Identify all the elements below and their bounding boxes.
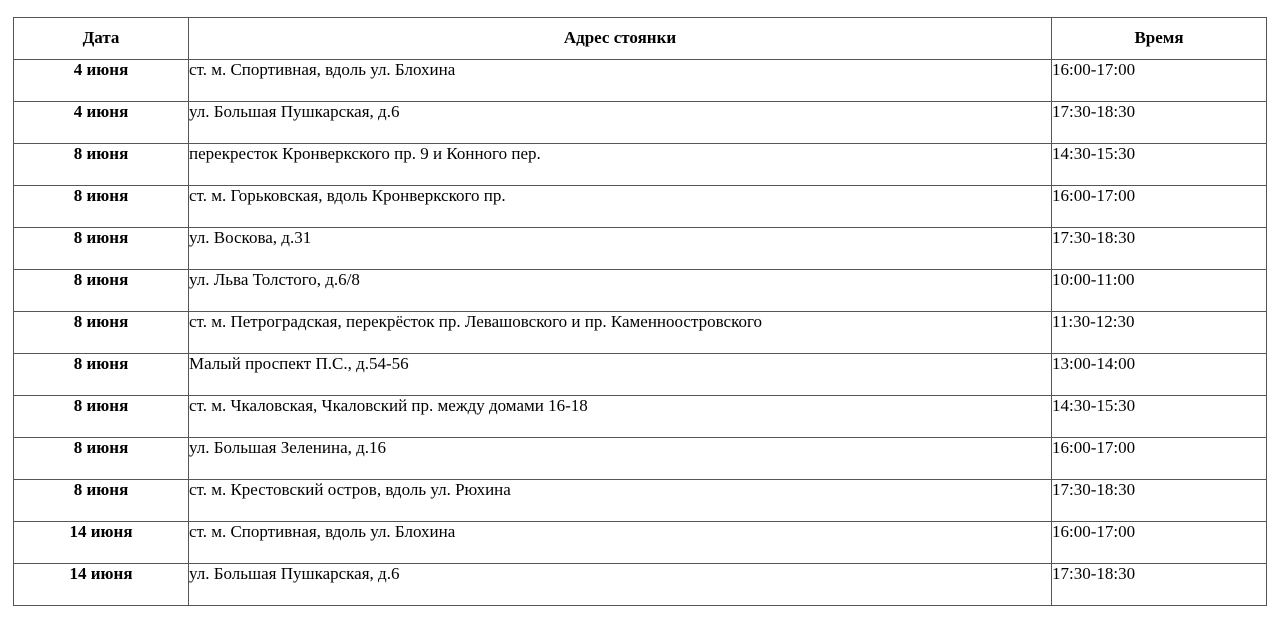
row-address: Малый проспект П.С., д.54-56: [189, 354, 1052, 396]
table-row: [14, 564, 1267, 606]
header-date: Дата: [14, 18, 189, 60]
row-date: 8 июня: [14, 438, 189, 480]
table-body: [14, 60, 1267, 606]
row-date: 4 июня: [14, 102, 189, 144]
row-time: 16:00-17:00: [1052, 522, 1267, 564]
table-row: [14, 60, 1267, 102]
table-row: [14, 480, 1267, 522]
row-address: ул. Большая Зеленина, д.16: [189, 438, 1052, 480]
table-row: [14, 102, 1267, 144]
table-row: [14, 144, 1267, 186]
row-time: 17:30-18:30: [1052, 480, 1267, 522]
row-date: 8 июня: [14, 312, 189, 354]
table-row: [14, 270, 1267, 312]
row-date: 8 июня: [14, 396, 189, 438]
row-date: 8 июня: [14, 144, 189, 186]
header-row: [14, 18, 1267, 60]
row-address: ул. Большая Пушкарская, д.6: [189, 564, 1052, 606]
table-row: [14, 186, 1267, 228]
row-address: ст. м. Чкаловская, Чкаловский пр. между домами 16-18: [189, 396, 1052, 438]
row-time: 16:00-17:00: [1052, 60, 1267, 102]
row-date: 4 июня: [14, 60, 189, 102]
row-address: ст. м. Спортивная, вдоль ул. Блохина: [189, 60, 1052, 102]
table-row: [14, 438, 1267, 480]
table-row: [14, 228, 1267, 270]
header-time: Время: [1052, 18, 1267, 60]
row-address: ст. м. Горьковская, вдоль Кронверкского пр.: [189, 186, 1052, 228]
row-date: 14 июня: [14, 522, 189, 564]
row-address: перекресток Кронверкского пр. 9 и Конного пер.: [189, 144, 1052, 186]
row-time: 16:00-17:00: [1052, 438, 1267, 480]
row-address: ст. м. Крестовский остров, вдоль ул. Рюхина: [189, 480, 1052, 522]
row-address: ул. Льва Толстого, д.6/8: [189, 270, 1052, 312]
parking-schedule-table: [13, 17, 1267, 606]
row-time: 17:30-18:30: [1052, 228, 1267, 270]
header-address: Адрес стоянки: [189, 18, 1052, 60]
table-row: [14, 354, 1267, 396]
row-time: 17:30-18:30: [1052, 102, 1267, 144]
row-date: 8 июня: [14, 228, 189, 270]
row-time: 17:30-18:30: [1052, 564, 1267, 606]
row-address: ул. Воскова, д.31: [189, 228, 1052, 270]
table-row: [14, 312, 1267, 354]
row-address: ул. Большая Пушкарская, д.6: [189, 102, 1052, 144]
row-address: ст. м. Петроградская, перекрёсток пр. Левашовского и пр. Каменноостровского: [189, 312, 1052, 354]
table-row: [14, 522, 1267, 564]
row-time: 14:30-15:30: [1052, 396, 1267, 438]
row-date: 8 июня: [14, 270, 189, 312]
row-time: 16:00-17:00: [1052, 186, 1267, 228]
row-date: 14 июня: [14, 564, 189, 606]
row-time: 10:00-11:00: [1052, 270, 1267, 312]
row-date: 8 июня: [14, 186, 189, 228]
table-row: [14, 396, 1267, 438]
row-time: 14:30-15:30: [1052, 144, 1267, 186]
table-header: [14, 18, 1267, 60]
row-address: ст. м. Спортивная, вдоль ул. Блохина: [189, 522, 1052, 564]
row-time: 11:30-12:30: [1052, 312, 1267, 354]
row-date: 8 июня: [14, 480, 189, 522]
row-time: 13:00-14:00: [1052, 354, 1267, 396]
row-date: 8 июня: [14, 354, 189, 396]
